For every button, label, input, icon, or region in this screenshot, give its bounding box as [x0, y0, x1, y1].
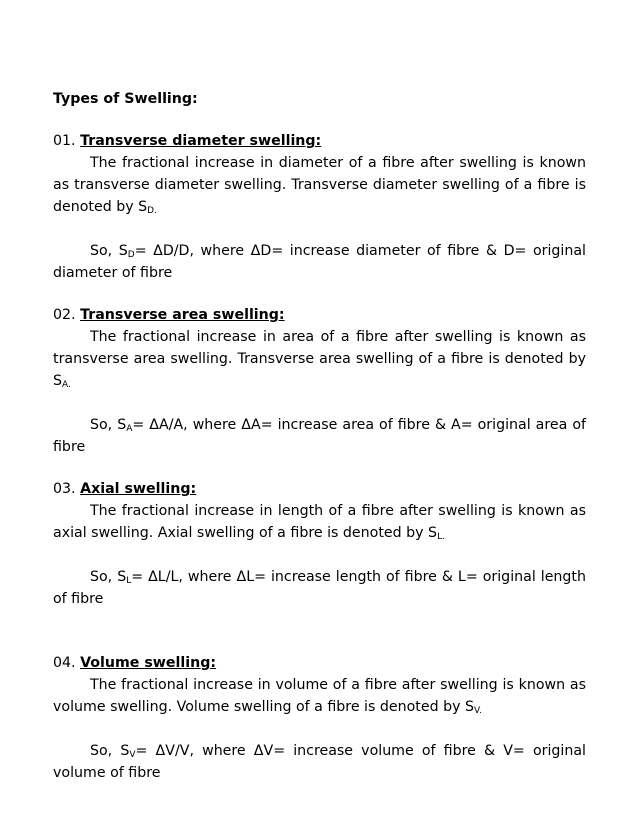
description-text: The fractional increase in volume of a fibre after swelling is known as volume swelling. Volume swelling of a fibre is denoted by S [53, 677, 586, 715]
description-subscript: L. [437, 532, 445, 542]
document-page [53, 88, 586, 804]
section-description [53, 674, 586, 718]
section-formula [53, 566, 586, 610]
section-title: Transverse diameter swelling: [80, 133, 322, 149]
section-heading [53, 130, 586, 152]
formula-subscript: V [129, 750, 136, 760]
description-text: The fractional increase in length of a fibre after swelling is known as axial swelling. Axial swelling of a fibre is denoted by S [53, 503, 586, 541]
description-subscript: D. [147, 206, 157, 216]
spacer [53, 630, 586, 652]
formula-subscript: D [127, 250, 135, 260]
formula-subscript: A [126, 424, 133, 434]
description-subscript: V. [474, 706, 482, 716]
section-heading [53, 304, 586, 326]
description-text: The fractional increase in area of a fibre after swelling is known as transverse area swelling. Transverse area swelling of a fibre is denoted by S [53, 329, 586, 389]
section-number: 03. [53, 481, 76, 497]
formula-prefix: So, S [90, 743, 130, 759]
section-axial [53, 478, 586, 610]
section-volume [53, 652, 586, 784]
formula-text: = ΔL/L, where ΔL= increase length of fibre & L= original length of fibre [53, 569, 586, 607]
section-heading [53, 652, 586, 674]
section-title: Axial swelling: [80, 481, 197, 497]
section-number: 04. [53, 655, 76, 671]
description-subscript: A. [62, 380, 71, 390]
formula-text: = ΔD/D, where ΔD= increase diameter of fibre & D= original diameter of fibre [53, 243, 586, 281]
formula-prefix: So, S [90, 417, 127, 433]
section-heading [53, 478, 586, 500]
formula-text: = ΔA/A, where ΔA= increase area of fibre & A= original area of fibre [53, 417, 586, 455]
section-transverse-area [53, 304, 586, 458]
formula-prefix: So, S [90, 243, 128, 259]
description-text: The fractional increase in diameter of a fibre after swelling is known as transverse diameter swelling. Transverse diameter swelling of a fibre is denoted by S [53, 155, 586, 215]
section-formula [53, 740, 586, 784]
formula-subscript: L [126, 576, 132, 586]
section-description [53, 152, 586, 218]
document-title: Types of Swelling: [53, 91, 198, 107]
section-description [53, 500, 586, 544]
section-number: 02. [53, 307, 76, 323]
section-description [53, 326, 586, 392]
formula-text: = ΔV/V, where ΔV= increase volume of fibre & V= original volume of fibre [53, 743, 586, 781]
section-number: 01. [53, 133, 76, 149]
section-title: Transverse area swelling: [80, 307, 285, 323]
section-transverse-diameter [53, 130, 586, 284]
formula-prefix: So, S [90, 569, 127, 585]
section-formula [53, 414, 586, 458]
section-formula [53, 240, 586, 284]
section-title: Volume swelling: [80, 655, 217, 671]
